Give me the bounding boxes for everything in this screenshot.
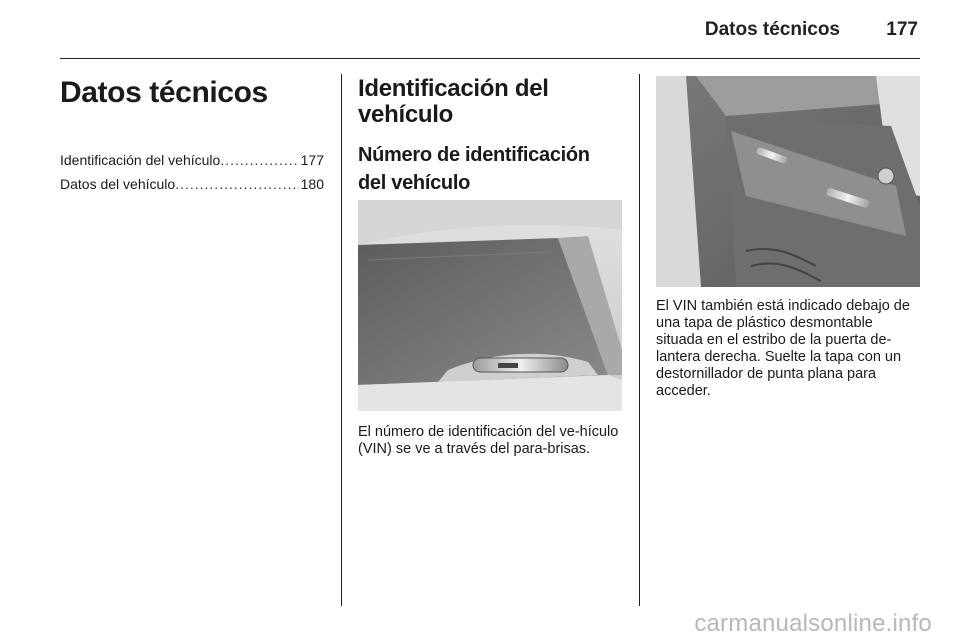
- chapter-heading: Datos técnicos: [60, 76, 268, 109]
- page-number: 177: [886, 19, 918, 40]
- toc-entry-page: 180: [300, 176, 324, 192]
- toc-entry-page: 177: [300, 152, 324, 168]
- toc-entry-label: Datos del vehículo: [60, 176, 176, 192]
- column-divider-1: [341, 74, 342, 606]
- toc-entry-label: Identificación del vehículo: [60, 152, 221, 168]
- header-title: Datos técnicos: [704, 19, 840, 40]
- vin-door-sill-text: El VIN también está indicado debajo de una tapa de plástico desmontable situada en el estribo de la puerta de-lantera derecha. Suelte la tapa con un destornillador de punta plana para acceder.: [656, 298, 910, 399]
- table-of-contents: [60, 148, 324, 196]
- page-header: [60, 0, 920, 59]
- column-divider-2: [639, 74, 640, 606]
- section-subheading: Número de identificación del vehículo: [358, 144, 590, 194]
- toc-entry[interactable]: [60, 172, 324, 196]
- vin-windshield-text: El número de identificación del ve-hículo (VIN) se ve a través del para-brisas.: [358, 424, 619, 457]
- toc-leader-dots: [220, 148, 298, 172]
- section-heading: Identificación del vehículo: [358, 75, 549, 128]
- column-toc: [60, 76, 324, 196]
- windshield-vin-photo: [358, 200, 622, 411]
- toc-entry[interactable]: [60, 148, 324, 172]
- toc-leader-dots: [175, 172, 298, 196]
- site-watermark: carmanualsonline.info: [694, 610, 932, 637]
- column-vin-section: [358, 75, 622, 457]
- door-sill-vin-photo: [656, 76, 920, 287]
